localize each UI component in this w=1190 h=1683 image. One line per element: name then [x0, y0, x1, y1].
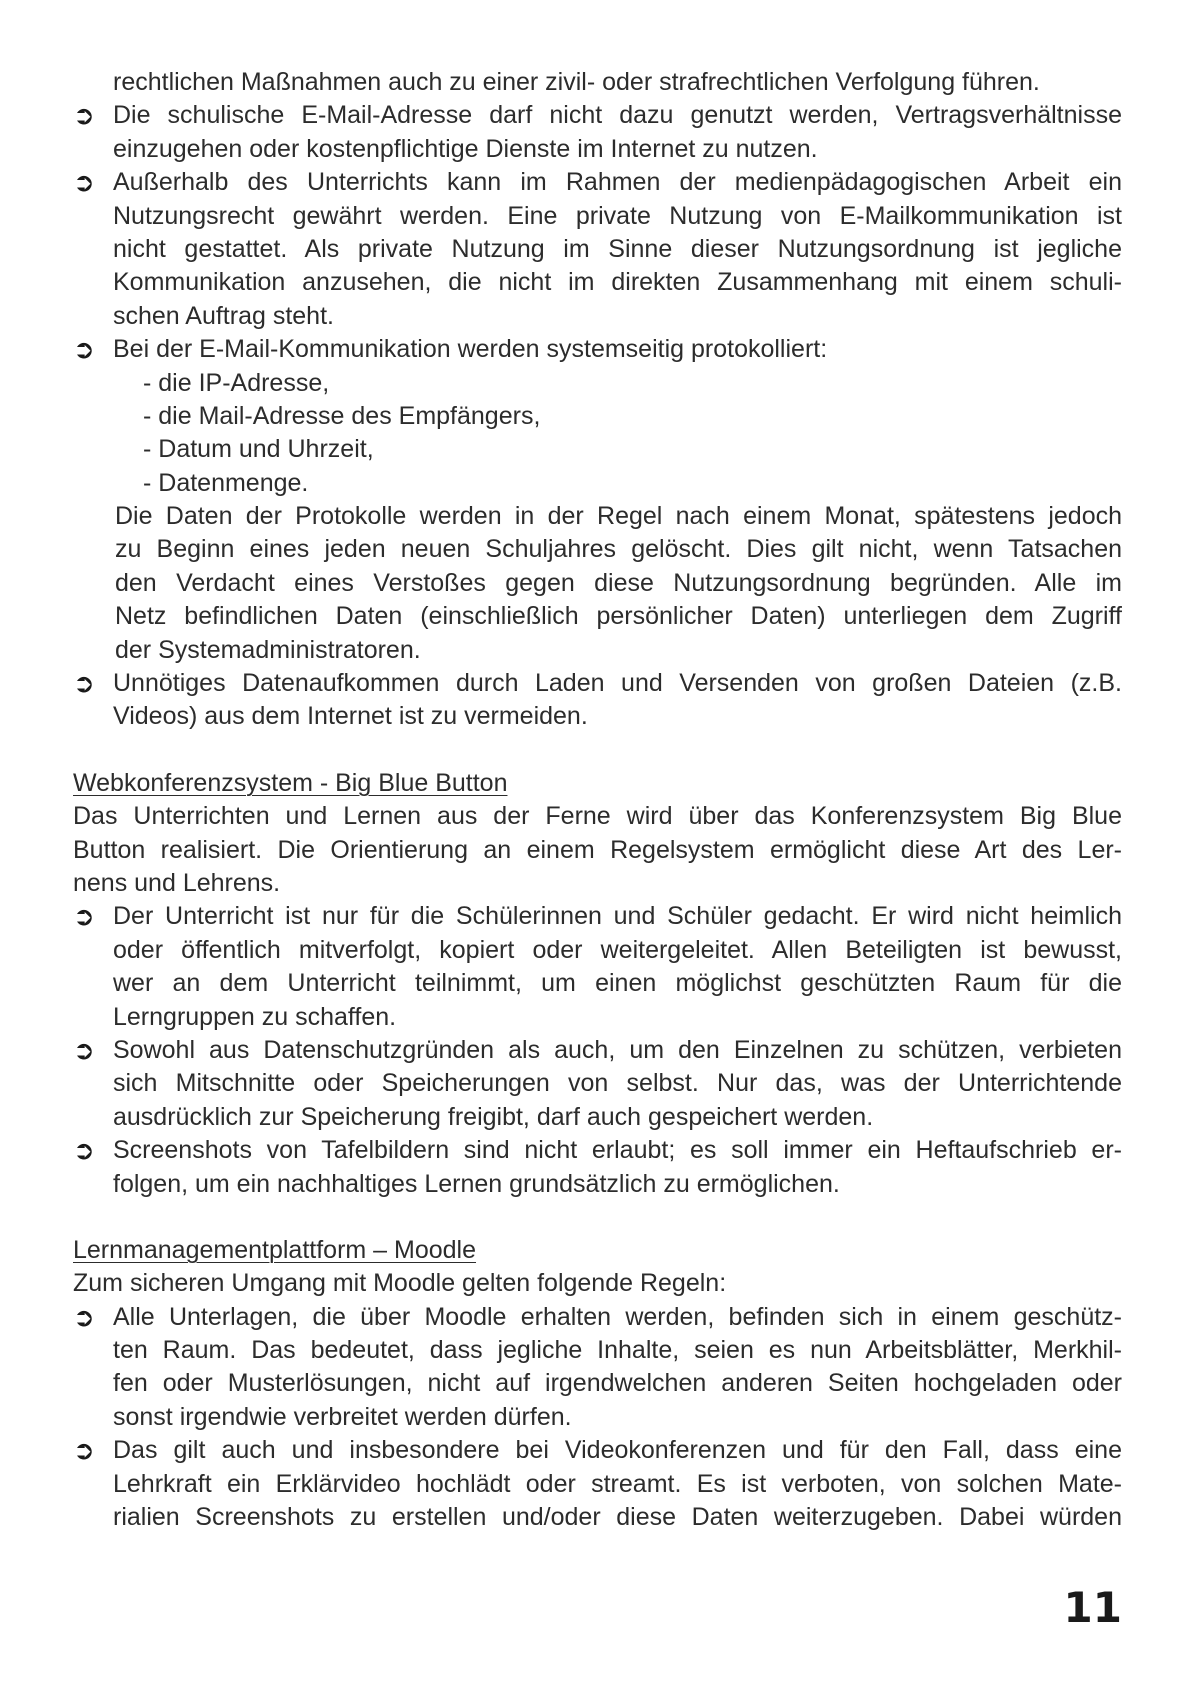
bullet-private-use: ➲ Außerhalb des Unterrichts kann im Rahmen der medienpädagogischen Arbeit ein Nutzungsrecht gewährt werden. Eine private Nutzung von E-Mailkommunikation ist nicht gestattet. Als private Nutzung im Sinne dieser Nutzungsordnung ist jegliche Kommunikation anzusehen, die nicht im direkten Zusammenhang mit einem schuli- schen Auftrag steht. [73, 167, 1122, 330]
arrow-bullet-icon: ➲ [73, 167, 95, 198]
log-item: - Datenmenge. [143, 468, 309, 497]
bullet-data-volume: ➲ Unnötiges Datenaufkommen durch Laden und Versenden von großen Dateien (z.B. Videos) aus dem Internet ist zu vermeiden. [73, 668, 1122, 731]
bbb-bullet-participants: ➲ Der Unterricht ist nur für die Schülerinnen und Schüler gedacht. Er wird nicht heimlich oder öffentlich mitverfolgt, kopiert oder weitergeleitet. Allen Beteiligten ist bewusst, wer an dem Unterricht teilnimmt, um einen möglichst geschützten Raum für die Lerngruppen zu schaffen. [73, 901, 1122, 1031]
page-number: 11 [1063, 1583, 1122, 1632]
page-content [73, 66, 1122, 1534]
log-item: - die Mail-Adresse des Empfängers, [143, 401, 541, 430]
bullet-email-contract: ➲ Die schulische E-Mail-Adresse darf nicht dazu genutzt werden, Vertragsverhältnisse einzugehen oder kostenpflichtige Dienste im Internet zu nutzen. [73, 100, 1122, 163]
log-item: - die IP-Adresse, [143, 368, 330, 397]
section-heading-moodle: Lernmanagementplattform – Moodle [73, 1235, 477, 1264]
moodle-intro: Zum sicheren Umgang mit Moodle gelten folgende Regeln: [73, 1269, 727, 1298]
continuation-line: rechtlichen Maßnahmen auch zu einer zivil- oder strafrechtlichen Verfolgung führen. [113, 68, 1040, 96]
spacer [73, 734, 1122, 767]
spacer [73, 1201, 1122, 1234]
arrow-bullet-icon: ➲ [73, 100, 95, 131]
bbb-bullet-recordings: ➲ Sowohl aus Datenschutzgründen als auch, um den Einzelnen zu schützen, verbieten sich Mitschnitte oder Speicherungen von selbst. Nur das, was der Unterrichtende ausdrücklich zur Speicherung freigibt, darf auch gespeichert werden. [73, 1034, 1122, 1131]
arrow-bullet-icon: ➲ [73, 1034, 95, 1065]
bbb-intro: Das Unterrichten und Lernen aus der Ferne wird über das Konferenzsystem Big Blue Button realisiert. Die Orientierung an einem Regelsystem ermöglicht diese Art des Ler- nens und Lehrens. [73, 802, 1122, 897]
log-paragraph: Die Daten der Protokolle werden in der Regel nach einem Monat, spätestens jedoch zu Beginn eines jeden neuen Schuljahres gelöscht. Dies gilt nicht, wenn Tatsachen den Verdacht eines Verstoßes gegen diese Nutzungsordnung begründen. Alle im Netz befindlichen Daten (einschließlich persönlicher Daten) unterliegen dem Zugriff der Systemadministratoren. [115, 502, 1122, 664]
arrow-bullet-icon: ➲ [73, 1135, 95, 1166]
arrow-bullet-icon: ➲ [73, 334, 95, 365]
moodle-bullet-videos: ➲ Das gilt auch und insbesondere bei Videokonferenzen und für den Fall, dass eine Lehrkraft ein Erklärvideo hochlädt oder streamt. Es ist verboten, von solchen Mate- rialien Screenshots zu erstellen und/oder diese Daten weiterzugeben. Dabei würden [73, 1435, 1122, 1532]
moodle-bullet-materials: ➲ Alle Unterlagen, die über Moodle erhalten werden, befinden sich in einem geschütz- ten Raum. Das bedeutet, dass jegliche Inhalte, seien es nun Arbeitsblätter, Merkhil- fen oder Musterlösungen, nicht auf irgendwelchen anderen Seiten hochgeladen oder sonst irgendwie verbreitet werden dürfen. [73, 1301, 1122, 1431]
bullet-logging: ➲ Bei der E-Mail-Kommunikation werden systemseitig protokolliert: [73, 333, 1122, 366]
arrow-bullet-icon: ➲ [73, 668, 95, 699]
log-item: - Datum und Uhrzeit, [143, 435, 374, 464]
arrow-bullet-icon: ➲ [73, 901, 95, 932]
bbb-bullet-screenshots: ➲ Screenshots von Tafelbildern sind nicht erlaubt; es soll immer ein Heftaufschrieb er- folgen, um ein nachhaltiges Lernen grundsätzlich zu ermöglichen. [73, 1135, 1122, 1198]
arrow-bullet-icon: ➲ [73, 1435, 95, 1466]
arrow-bullet-icon: ➲ [73, 1301, 95, 1332]
section-heading-bbb: Webkonferenzsystem - Big Blue Button [73, 768, 508, 797]
